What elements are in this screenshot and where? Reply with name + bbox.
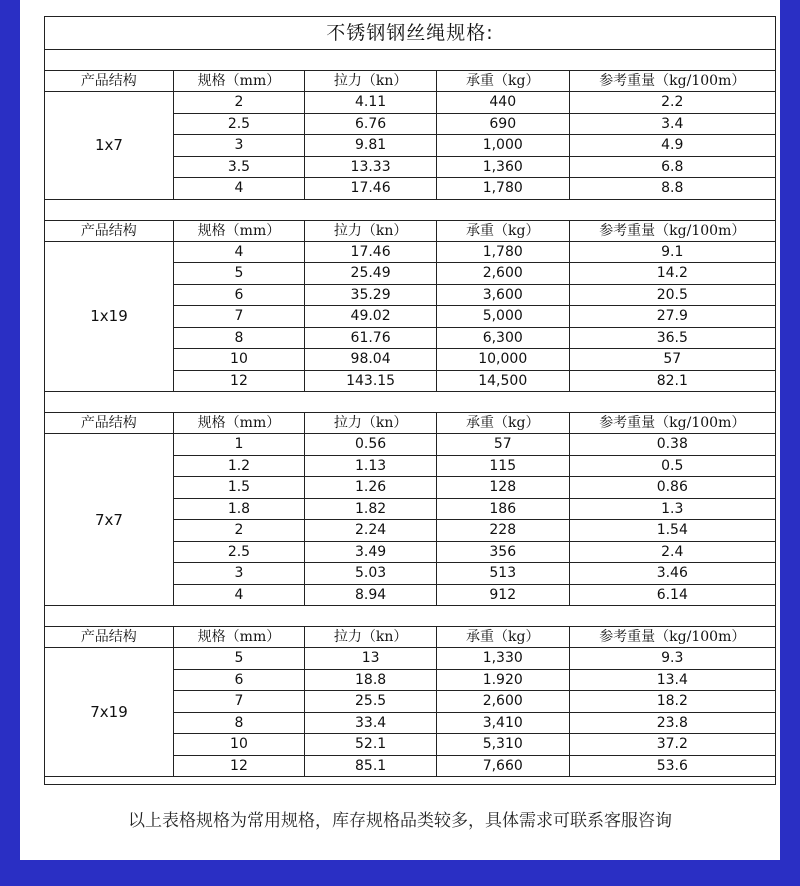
spacer-row [45, 392, 775, 413]
spec-cell: 1 [174, 434, 306, 455]
header-row [45, 413, 775, 434]
column-header: 承重（kg） [437, 627, 570, 647]
column-header: 规格（mm） [174, 413, 306, 433]
tension-cell: 3.49 [305, 542, 437, 563]
weight-cell: 82.1 [656, 372, 688, 389]
tension-cell: 4.11 [305, 92, 437, 113]
load-cell: 3,410 [437, 713, 570, 734]
weight-cell: 4.9 [661, 137, 684, 154]
weight-cell: 27.9 [656, 308, 688, 325]
weight-cell: 9.3 [661, 650, 684, 667]
header-row [45, 627, 775, 648]
column-header: 承重（kg） [437, 413, 570, 433]
weight-cell: 6.8 [661, 158, 684, 175]
header-row [45, 221, 775, 242]
weight-cell: 13.4 [656, 671, 688, 688]
spec-cell: 1.2 [174, 456, 306, 477]
column-header: 产品结构 [45, 413, 174, 433]
spec-cell: 12 [174, 756, 306, 777]
load-cell: 1,780 [437, 178, 570, 199]
weight-cell: 2.4 [661, 543, 684, 560]
load-cell: 1,000 [437, 135, 570, 156]
load-cell: 2,600 [437, 263, 570, 284]
load-cell: 5,000 [437, 306, 570, 327]
load-cell: 912 [437, 585, 570, 606]
load-cell: 228 [437, 520, 570, 541]
structure-cell: 1x7 [45, 92, 174, 200]
weight-cell: 23.8 [656, 714, 688, 731]
structure-cell: 1x19 [45, 242, 174, 393]
weight-cell: 0.5 [661, 457, 684, 474]
column-header: 参考重量（kg/100m） [599, 73, 746, 89]
load-cell: 5,310 [437, 734, 570, 755]
spec-cell: 2.5 [174, 542, 306, 563]
column-header: 参考重量（kg/100m） [599, 629, 746, 645]
load-cell: 356 [437, 542, 570, 563]
column-header: 产品结构 [45, 71, 174, 91]
load-cell: 186 [437, 499, 570, 520]
spec-cell: 5 [174, 648, 306, 669]
column-header: 拉力（kn） [305, 71, 437, 91]
tension-cell: 1.82 [305, 499, 437, 520]
column-header: 拉力（kn） [305, 413, 437, 433]
weight-cell: 37.2 [656, 736, 688, 753]
load-cell: 690 [437, 114, 570, 135]
tension-cell: 85.1 [305, 756, 437, 777]
weight-cell: 6.14 [656, 586, 688, 603]
tension-cell: 52.1 [305, 734, 437, 755]
spec-cell: 6 [174, 670, 306, 691]
spec-cell: 6 [174, 285, 306, 306]
structure-cell: 7x19 [45, 648, 174, 777]
tension-cell: 6.76 [305, 114, 437, 135]
tension-cell: 13.33 [305, 157, 437, 178]
weight-cell: 53.6 [656, 757, 688, 774]
load-cell: 513 [437, 563, 570, 584]
tension-cell: 98.04 [305, 349, 437, 370]
tension-cell: 0.56 [305, 434, 437, 455]
weight-cell: 14.2 [656, 265, 688, 282]
spec-cell: 8 [174, 328, 306, 349]
weight-cell: 1.3 [661, 500, 684, 517]
weight-cell: 57 [663, 351, 682, 368]
tension-cell: 18.8 [305, 670, 437, 691]
tension-cell: 35.29 [305, 285, 437, 306]
spec-cell: 8 [174, 713, 306, 734]
load-cell: 1,780 [437, 242, 570, 263]
table-title: 不锈钢钢丝绳规格: [326, 21, 494, 44]
tension-cell: 17.46 [305, 178, 437, 199]
column-header: 规格（mm） [174, 71, 306, 91]
tension-cell: 9.81 [305, 135, 437, 156]
spec-table [44, 16, 776, 785]
column-header: 承重（kg） [437, 71, 570, 91]
weight-cell: 8.8 [661, 180, 684, 197]
load-cell: 10,000 [437, 349, 570, 370]
weight-cell: 36.5 [656, 329, 688, 346]
column-header: 规格（mm） [174, 627, 306, 647]
tension-cell: 8.94 [305, 585, 437, 606]
spec-cell: 1.8 [174, 499, 306, 520]
spec-cell: 2 [174, 520, 306, 541]
load-cell: 7,660 [437, 756, 570, 777]
load-cell: 440 [437, 92, 570, 113]
tension-cell: 1.26 [305, 477, 437, 498]
tension-cell: 61.76 [305, 328, 437, 349]
spec-cell: 4 [174, 178, 306, 199]
spec-cell: 4 [174, 242, 306, 263]
load-cell: 57 [437, 434, 570, 455]
tension-cell: 25.5 [305, 691, 437, 712]
column-header: 产品结构 [45, 627, 174, 647]
spacer-row [45, 200, 775, 221]
load-cell: 2,600 [437, 691, 570, 712]
tension-cell: 143.15 [305, 371, 437, 392]
column-header: 参考重量（kg/100m） [599, 415, 746, 431]
weight-cell: 1.54 [656, 522, 688, 539]
weight-cell: 18.2 [656, 693, 688, 710]
tension-cell: 49.02 [305, 306, 437, 327]
weight-cell: 20.5 [656, 286, 688, 303]
spec-cell: 7 [174, 691, 306, 712]
column-header: 拉力（kn） [305, 627, 437, 647]
structure-cell: 7x7 [45, 434, 174, 606]
load-cell: 3,600 [437, 285, 570, 306]
load-cell: 1,330 [437, 648, 570, 669]
column-header: 参考重量（kg/100m） [599, 222, 746, 239]
column-header: 产品结构 [45, 221, 174, 241]
load-cell: 128 [437, 477, 570, 498]
tension-cell: 5.03 [305, 563, 437, 584]
weight-cell: 3.4 [661, 115, 684, 132]
header-row [45, 71, 775, 92]
tension-cell: 13 [305, 648, 437, 669]
column-header: 规格（mm） [174, 221, 306, 241]
table-title-row [45, 17, 775, 50]
spec-cell: 3 [174, 135, 306, 156]
tension-cell: 1.13 [305, 456, 437, 477]
tension-cell: 17.46 [305, 242, 437, 263]
spec-cell: 3.5 [174, 157, 306, 178]
column-header: 拉力（kn） [305, 221, 437, 241]
spec-cell: 3 [174, 563, 306, 584]
spec-cell: 2.5 [174, 114, 306, 135]
spec-cell: 1.5 [174, 477, 306, 498]
tension-cell: 2.24 [305, 520, 437, 541]
spec-cell: 10 [174, 734, 306, 755]
weight-cell: 9.1 [661, 243, 684, 260]
spec-cell: 10 [174, 349, 306, 370]
weight-cell: 3.46 [656, 565, 688, 582]
spec-cell: 2 [174, 92, 306, 113]
column-header: 承重（kg） [437, 221, 570, 241]
load-cell: 115 [437, 456, 570, 477]
load-cell: 6,300 [437, 328, 570, 349]
tension-cell: 33.4 [305, 713, 437, 734]
footer-note: 以上表格规格为常用规格，库存规格品类较多，具体需求可联系客服咨询 [128, 811, 672, 831]
load-cell: 14,500 [437, 371, 570, 392]
spacer-row [45, 50, 775, 71]
tension-cell: 25.49 [305, 263, 437, 284]
spec-cell: 4 [174, 585, 306, 606]
weight-cell: 2.2 [661, 94, 684, 111]
load-cell: 1,360 [437, 157, 570, 178]
load-cell: 1.920 [437, 670, 570, 691]
spec-cell: 5 [174, 263, 306, 284]
spec-cell: 7 [174, 306, 306, 327]
spec-card [20, 0, 780, 860]
weight-cell: 0.38 [656, 436, 688, 453]
weight-cell: 0.86 [656, 479, 688, 496]
spec-cell: 12 [174, 371, 306, 392]
spacer-row [45, 606, 775, 627]
